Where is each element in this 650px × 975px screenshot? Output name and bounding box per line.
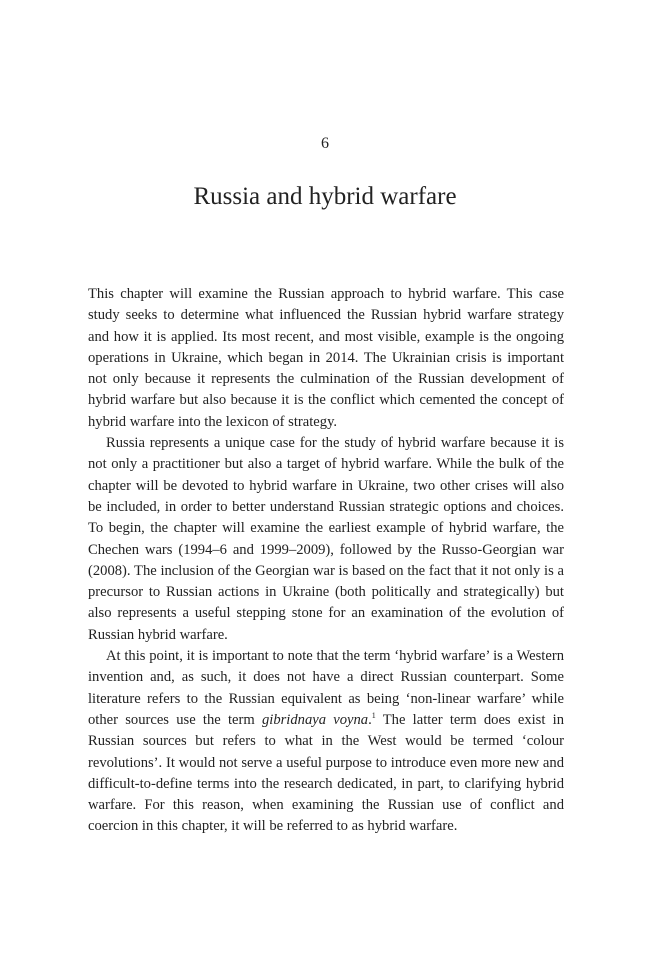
paragraph-3-text-a: At this point, it is important to note that the term ‘hybrid warfare’ is a Western invention and, as such, it does not have a direct Russian counterpart. Some literature refers to the Russian equivalent as being ‘non-linear warfare’ while other sources use the term <box>88 648 564 728</box>
paragraph-3-text-b: The latter term does exist in Russian sources but refers to what in the West would be termed ‘colour revolutions’. It would not serve a useful purpose to introduce even more new and difficult-to-define terms into the research dedicated, in part, to clarifying hybrid warfare. For this reason, when examining the Russian use of conflict and coercion in this chapter, it will be referred to as hybrid warfare. <box>88 711 564 835</box>
paragraph-3-period: . <box>368 711 372 728</box>
paragraph-3 <box>88 646 564 838</box>
paragraph-1: This chapter will examine the Russian approach to hybrid warfare. This case study seeks to determine what influenced the Russian hybrid warfare strategy and how it is applied. Its most recent, and most visible, example is the ongoing operations in Ukraine, which began in 2014. The Ukrainian crisis is important not only because it represents the culmination of the Russian development of hybrid warfare but also because it is the conflict which cemented the concept of hybrid warfare into the lexicon of strategy. <box>88 286 564 430</box>
paragraph-2: Russia represents a unique case for the study of hybrid warfare because it is not only a practitioner but also a target of hybrid warfare. While the bulk of the chapter will be devoted to hybrid warfare in Ukraine, two other crises will also be included, in order to better understand Russian strategic options and choices. To begin, the chapter will examine the earliest example of hybrid warfare, the Chechen wars (1994–6 and 1999–2009), followed by the Russo-Georgian war (2008). The inclusion of the Georgian war is based on the fact that it not only is a precursor to Russian actions in Ukraine (both politically and strategically) but also represents a useful stepping stone for an examination of the evolution of Russian hybrid warfare. <box>88 435 564 643</box>
chapter-title: Russia and hybrid warfare <box>193 183 457 210</box>
chapter-body <box>88 284 564 838</box>
italic-term: gibridnaya voyna <box>261 711 369 728</box>
footnote-marker[interactable]: 1 <box>371 711 376 721</box>
chapter-number: 6 <box>321 135 329 152</box>
